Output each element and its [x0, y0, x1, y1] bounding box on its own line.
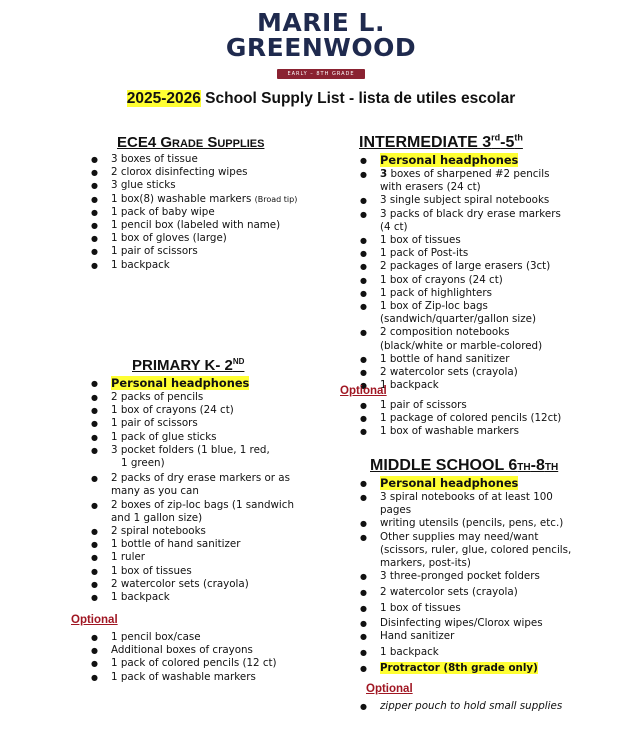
page-title	[0, 90, 642, 108]
list-item: ● 2 watercolor sets (crayola)	[91, 578, 316, 591]
middle-optional-label: Optional	[366, 683, 413, 695]
headphones-text: Personal headphones	[111, 376, 250, 390]
headphones-text: Personal headphones	[380, 476, 519, 490]
primary-optional-label: Optional	[71, 614, 118, 626]
list-item: ● 1 box of crayons (24 ct)	[360, 274, 570, 287]
list-item: ● 1 package of colored pencils (12ct)	[360, 412, 580, 425]
list-item: ● 1 pair of scissors	[91, 245, 311, 258]
middle-heading	[370, 455, 558, 475]
list-item: ● 3 packs of black dry erase markers (4 ct)	[360, 208, 570, 234]
intermediate-heading-mid: -5	[500, 134, 515, 151]
list-item: ● 3 boxes of tissue	[91, 153, 311, 166]
list-item: ● 1 pencil box/case	[91, 631, 311, 644]
middle-optional-list	[360, 700, 600, 713]
primary-optional-list	[91, 631, 311, 684]
list-item: ● 1 bottle of hand sanitizer	[91, 538, 316, 551]
ece4-list	[91, 153, 311, 272]
ece4-heading-a: ECE4	[117, 134, 161, 151]
middle-heading-sub2: TH	[544, 462, 559, 473]
list-item-text-cont: 1 green)	[121, 457, 165, 470]
list-item-bold: 3	[380, 168, 388, 180]
list-item: ● 3 three-pronged pocket folders	[360, 570, 580, 586]
list-item: ● 1 pack of washable markers	[91, 671, 311, 684]
ece4-heading-b: Grade Supplies	[160, 134, 265, 151]
list-item-text: 3 pocket folders (1 blue, 1 red,	[111, 443, 270, 456]
school-logo	[0, 10, 642, 79]
list-item: ● 1 pencil box (labeled with name)	[91, 219, 311, 232]
list-item: ● 1 box of tissues	[360, 602, 580, 617]
logo-line-1: MARIE L.	[257, 8, 385, 37]
list-item: ● 1 bottle of hand sanitizer	[360, 353, 570, 366]
logo-band: EARLY – 8TH GRADE	[277, 69, 364, 79]
list-item	[360, 476, 580, 491]
protractor-text: Protractor (8th grade only)	[380, 662, 538, 675]
middle-list	[360, 476, 580, 676]
list-item: ● writing utensils (pencils, pens, etc.)	[360, 517, 580, 530]
list-item: ● 2 spiral notebooks	[91, 525, 316, 538]
list-item: ● Disinfecting wipes/Clorox wipes	[360, 617, 580, 630]
list-item: ● 1 ruler	[91, 551, 316, 564]
list-item	[360, 153, 570, 168]
list-item: ● 2 boxes of zip-loc bags (1 sandwich and 1 gallon size)	[91, 499, 316, 525]
list-item-text: 1 box(8) washable markers	[111, 192, 255, 205]
list-item-note: (Broad tip)	[254, 194, 298, 204]
title-year: 2025-2026	[126, 90, 201, 107]
list-item: ● 1 backpack	[91, 591, 316, 604]
primary-heading-a: PRIMARY K- 2	[132, 357, 233, 374]
list-item: ● 1 box of tissues	[360, 234, 570, 247]
list-item: ● 1 pack of highlighters	[360, 287, 570, 300]
intermediate-optional-list	[360, 399, 580, 439]
ece4-heading	[117, 132, 264, 151]
list-item: ● 1 backpack	[360, 379, 570, 392]
list-item: ● 1 box of Zip-loc bags (sandwich/quarter/gallon size)	[360, 300, 570, 326]
list-item: ● 3 spiral notebooks of at least 100 pages	[360, 491, 580, 517]
primary-list	[91, 376, 316, 604]
list-item: ● 1 box of tissues	[91, 565, 316, 578]
title-text: School Supply List - lista de utiles escolar	[200, 90, 516, 107]
list-item: ● 2 packs of pencils	[91, 391, 316, 404]
list-item: ● 1 backpack	[360, 646, 580, 662]
intermediate-heading-sup2: th	[514, 132, 523, 143]
intermediate-heading	[359, 132, 523, 152]
list-item	[360, 662, 580, 675]
list-item: ● 2 watercolor sets (crayola)	[360, 586, 580, 601]
primary-heading	[132, 355, 244, 374]
list-item: ● zipper pouch to hold small supplies	[360, 700, 600, 713]
list-item: ● 2 clorox disinfecting wipes	[91, 166, 311, 179]
list-item: ● 1 pack of baby wipe	[91, 206, 311, 219]
intermediate-heading-a: INTERMEDIATE 3	[359, 134, 492, 151]
intermediate-list	[360, 153, 570, 392]
middle-heading-mid: -8	[530, 457, 545, 474]
list-item: ● 1 box of gloves (large)	[91, 232, 311, 245]
list-item: ● 1 backpack	[91, 259, 311, 272]
list-item: ● Other supplies may need/want (scissors, ruler, glue, colored pencils, markers, post-its)	[360, 531, 580, 571]
list-item: ● 1 pair of scissors	[91, 417, 316, 430]
list-item: ● 3 glue sticks	[91, 179, 311, 192]
list-item: ● 1 pack of glue sticks	[91, 431, 316, 444]
logo-line-2: GREENWOOD	[225, 33, 417, 62]
list-item: ● 2 packages of large erasers (3ct)	[360, 260, 570, 273]
headphones-text: Personal headphones	[380, 153, 519, 167]
list-item: ● Additional boxes of crayons	[91, 644, 311, 657]
list-item: ● 2 packs of dry erase markers or as many as you can	[91, 472, 316, 498]
list-item: ● 2 watercolor sets (crayola)	[360, 366, 570, 379]
list-item	[91, 376, 316, 391]
intermediate-optional-label: Optional	[340, 385, 387, 397]
list-item-text: boxes of sharpened #2 pencils with erasers (24 ct)	[380, 168, 550, 194]
list-item	[360, 168, 570, 194]
primary-heading-sup: ND	[232, 357, 245, 366]
middle-heading-a: MIDDLE SCHOOL 6	[370, 457, 518, 474]
list-item: ● 1 box of crayons (24 ct)	[91, 404, 316, 417]
middle-heading-sub1: TH	[517, 462, 531, 473]
list-item: ● 1 box of washable markers	[360, 425, 580, 438]
list-item: ● Hand sanitizer	[360, 630, 580, 646]
list-item: ● 1 pack of Post-its	[360, 247, 570, 260]
list-item	[91, 193, 311, 206]
intermediate-heading-sup1: rd	[491, 132, 501, 143]
list-item: ● 3 single subject spiral notebooks	[360, 194, 570, 207]
list-item: ● 1 pair of scissors	[360, 399, 580, 412]
list-item: ● 2 composition notebooks (black/white or marble-colored)	[360, 326, 570, 352]
list-item: ● 1 pack of colored pencils (12 ct)	[91, 657, 311, 670]
list-item	[91, 444, 316, 472]
